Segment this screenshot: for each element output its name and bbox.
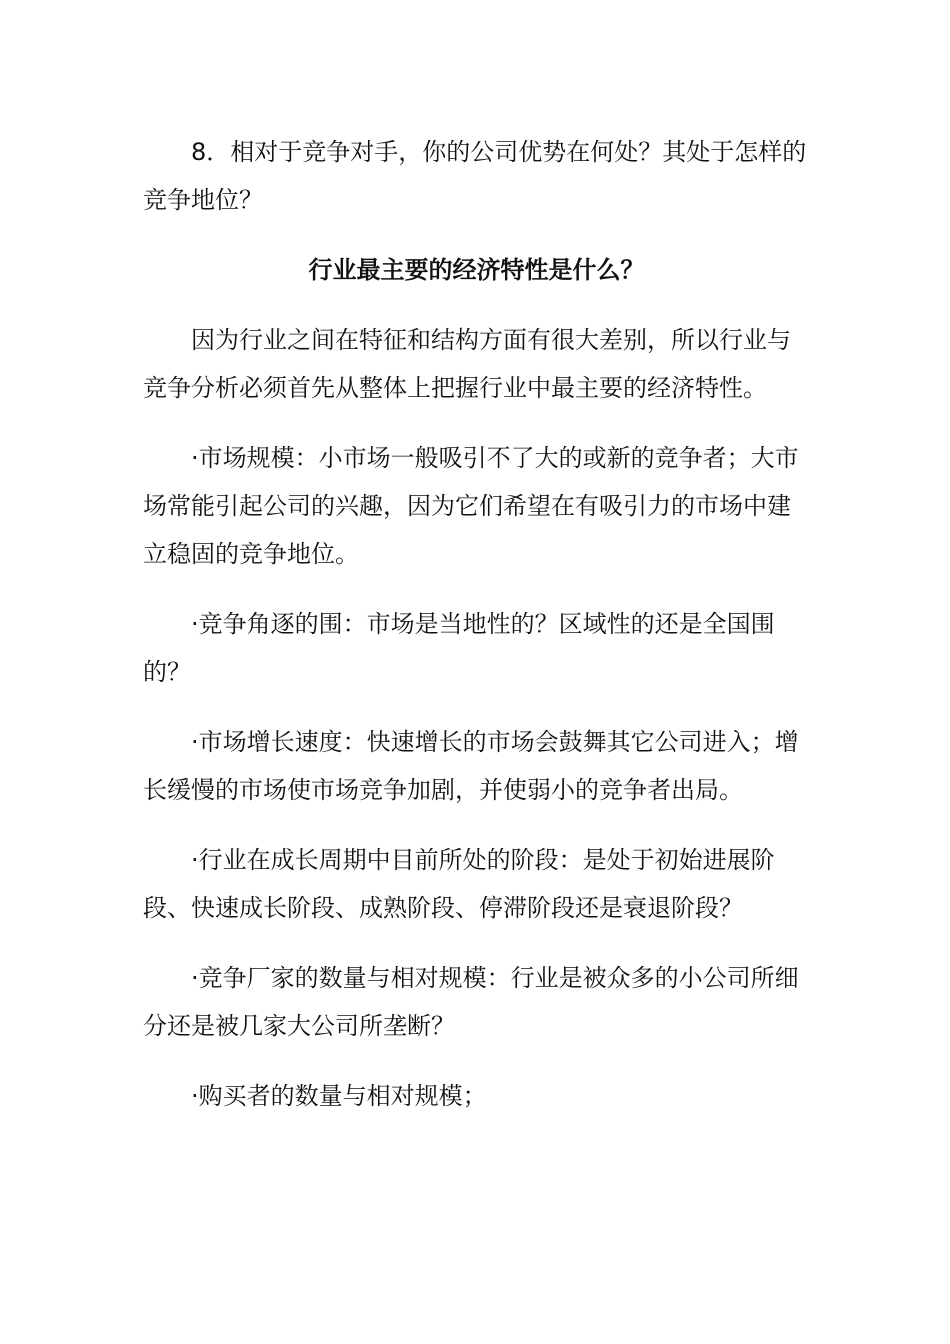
bullet-competitive-scope: ·竞争角逐的围：市场是当地性的？区域性的还是全国围的？ [143, 610, 775, 686]
bullet-life-cycle-stage: ·行业在成长周期中目前所处的阶段：是处于初始进展阶段、快速成长阶段、成熟阶段、停滞阶段还是衰退阶段？ [143, 846, 775, 922]
bullet-competitor-count: ·竞争厂家的数量与相对规模：行业是被众多的小公司所细分还是被几家大公司所垄断？ [143, 964, 799, 1040]
intro-question: 8．相对于竞争对手，你的公司优势在何处？其处于怎样的竞争地位？ [143, 138, 807, 214]
bullet-market-growth: ·市场增长速度：快速增长的市场会鼓舞其它公司进入；增长缓慢的市场使市场竞争加剧，并使弱小的竞争者出局。 [143, 728, 799, 804]
section-heading: 行业最主要的经济特性是什么？ [308, 256, 645, 284]
paragraph-overview: 因为行业之间在特征和结构方面有很大差别，所以行业与竞争分析必须首先从整体上把握行业中最主要的经济特性。 [143, 326, 791, 402]
bullet-buyer-count: ·购买者的数量与相对规模； [191, 1082, 487, 1110]
bullet-market-size: ·市场规模：小市场一般吸引不了大的或新的竞争者；大市场常能引起公司的兴趣，因为它们希望在有吸引力的市场中建立稳固的竞争地位。 [143, 444, 799, 568]
